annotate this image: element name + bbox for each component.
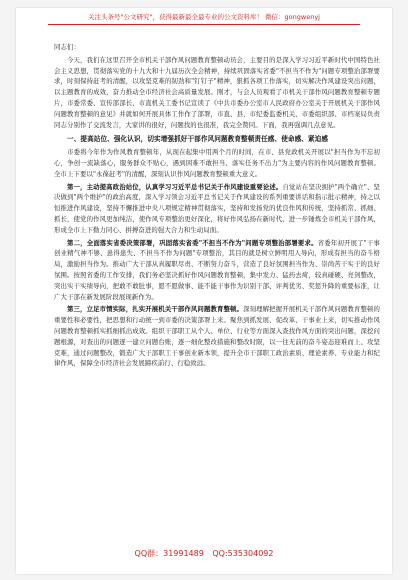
point-1-text: 自觉站在坚决拥护"两个确立"、坚决做到"两个维护"的政治高度，深入学习领会习近平总书记关于作风建设的系列重要讲话和指示批示精神，持之以恒推进作风建设，坚持不懈推进中央八项规定精神贯彻落实，坚持和发扬党的优良作风和传统，坚持抓常、抓细、抓长，使党的作风更加纯洁，使作风专项整治更好深化，将好作风弘扬在新时代，进一步锤炼全市机关干部作风，形成全市上下勤力同心、拼搏奋进的强大合力和生动局面。 (54, 182, 380, 234)
qq-group: QQ群：31991489 (134, 549, 204, 558)
paragraph-section-1: 市委将今年作为作风教育整顿年，从现在起集中用两个月的时间，在市、县党政机关开展以"担当作为不忘初心，争创一流缺落心，服务群众不贴心，遇到困难不敢担当、落实任务不出力"为主要内容的作风问题教育整顿。全市上下要以"永葆赶考"的清醒，深刻认识作风问题教育整顿重大意义。 (54, 148, 380, 178)
document-body (54, 42, 380, 371)
banner-divider (48, 24, 360, 25)
point-3-text: 深刻理解把握开展机关干部作风问题教育整顿的重要性和必要性，把思想和行动统一到市委的决策部署上来。聚焦到抓发展、促改革、干事业上来，切实推动作风问题教育整顿抓实抓细抓出成效。组织干部职工从个人、单位、行业等方面深入查找作风方面的突出问题，深挖问题根源，对查出的问题逐一建立问题台账，逐一细化整改措施和整改时限，以一往无前的奋斗姿态迎难而上、攻坚克难，通过问题整改，锻造广大干部职工干事创业新本领，提升全市干部职工政治素质、理论素养、专业能力和纪律作风，保障全市经济社会发展蹄疾前行、行稳致远。 (54, 305, 380, 368)
paragraph-point-3 (54, 304, 380, 369)
point-2-heading: 第二，全面落实省委决策部署，巩固落实省委"不担当不作为"问题专项整治部署要求。 (67, 238, 318, 247)
paragraph-point-1 (54, 182, 380, 236)
point-3-heading: 第三，立足市情实际，扎实开展机关干部作风问题教育整顿。 (67, 305, 244, 314)
section-heading-1: 一、提高站位、强化认识，切实增强抓好干部作风问题教育整顿责任感、使命感、紧迫感 (67, 135, 329, 144)
contact-footer (16, 548, 392, 559)
salutation: 同志们： (54, 43, 80, 51)
document-page (16, 8, 392, 574)
paragraph-point-2 (54, 238, 380, 303)
qq-number: QQ:535304092 (212, 549, 274, 558)
point-1-heading: 第一，主动提高政治站位，认真学习习近平总书记关于作风建设重要论述。 (67, 182, 283, 191)
paragraph-intro: 今天，我们在这里召开全市机关干部作风问题教育整顿动员会，主要目的是深入学习习近平新时代中国特色社会主义思想，贯彻落实党的十九大和十九届历次全会精神，持续巩固落实省委"不担当不作为"问题专项整治部署要求，时刻保持赶考的清醒，以攻坚克难的韧劲和"钉钉子"精神，狠抓各项工作落实，切实解决作风建设突出问题，以主题教育的成效，奋力推动全市经济社会高质量发展。刚才，与会人员观看了市机关干部作风问题教育整顿专题片，市委常委、宣传部部长、市直机关工委书记宣读了《中共市委办公室市人民政府办公室关于开展机关干部作风问题教育整顿的意见》并就如何开展具体工作作了部署，市直、县、市纪委监委机关、市委组织部、市档案局负责同志分别作了交流发言，大家讲的很好，问题找的也很准，我完全赞同。下面，我再强调几点意见。 (54, 55, 380, 129)
promo-banner: 关注头条号"公文研究"，获得最新最全最专业的公文资料库！ 微信：gongwenyj (88, 13, 320, 21)
point-2-text: 省委年初开展了"干事创业精气神不够、患得患失、不担当不作为问题"专项整治，其目的就是树立鲜明用人导向，形成有担当的奋斗格局，激励担当作为。推动广大干部从真履职尽责、不断努力奋斗，营造了良好氛围担当作为、崇尚苦干实干的良好氛围。按照省委的工作安排，我们务必坚决抓好作风问题教育整顿，集中发力、猛药去疴，较真碰硬、亮剑整改，突出实干实绩导向，把敢不敢肚事，愿不愿做事、能不能干事作为识别干部、评判优劣、奖惩升降的重要标准，让广大干部在新发展阶段展现新作为。 (54, 238, 380, 301)
